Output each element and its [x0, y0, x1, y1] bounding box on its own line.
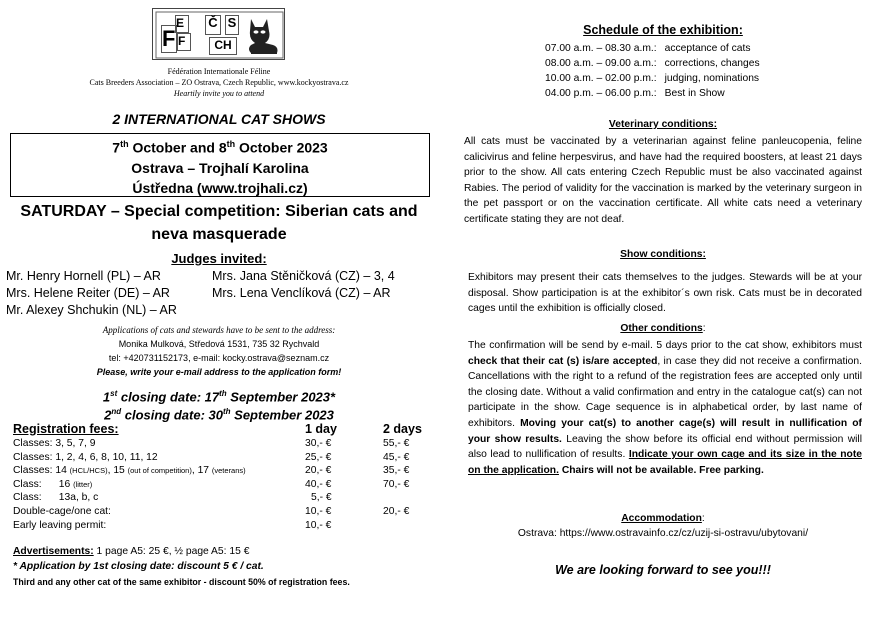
- discount-note: * Application by 1st closing date: discount 5 € / cat.: [13, 561, 264, 572]
- applications-contact: tel: +420731152173, e-mail: kocky.ostrava@seznam.cz: [108, 353, 330, 363]
- show-conditions-heading: Show conditions:: [620, 249, 706, 260]
- fees-row: [13, 505, 422, 519]
- fees-row: [13, 491, 422, 505]
- veterinary-heading: Veterinary conditions:: [608, 119, 718, 130]
- venue-hall: Ústředna (www.trojhali.cz): [132, 179, 308, 196]
- schedule-time: 07.00 a.m. – 08.30 a.m.:: [545, 43, 657, 54]
- accommodation-link[interactable]: Ostrava: https://www.ostravainfo.cz/cz/uzij-si-ostravu/ubytovani/: [517, 528, 809, 539]
- venue-box: [10, 133, 430, 197]
- fees-row-2days: 20,- €: [383, 505, 410, 517]
- logo-letter-f2: F: [177, 33, 191, 51]
- accommodation-heading: Accommodation:: [621, 513, 705, 524]
- fees-row-1day: 10,- €: [305, 505, 332, 517]
- schedule-row: [545, 56, 760, 71]
- veterinary-text: All cats must be vaccinated by a veterinarian against feline panleucopenia, feline calicivirus and feline herpesvirus, and have had the required boosters, at least 21 days prior to the show. All cats entering Czech Republic must be also vaccinated against Rabies. The period of validity for the vaccination is marked by the veterinary surgeon in the pet passport or on the vaccination certificate. All white cats need a veterinary certificate stating they are not deaf.: [464, 136, 862, 225]
- judge-left-2: Mrs. Helene Reiter (DE) – AR: [6, 286, 170, 300]
- judge-left-3: Mr. Alexey Shchukin (NL) – AR: [6, 303, 177, 317]
- association-line: Cats Breeders Association – ZO Ostrava, Czech Republic, www.kockyostrava.cz: [89, 78, 349, 87]
- first-closing-date: 1st closing date: 17th September 2023*: [102, 389, 336, 405]
- applications-address: Monika Mulková, Středová 1531, 735 32 Rychvald: [118, 339, 320, 349]
- schedule-time: 08.00 a.m. – 09.00 a.m.:: [545, 58, 657, 69]
- closing-line: We are looking forward to see you!!!: [555, 563, 771, 577]
- fees-row-1day: 10,- €: [305, 519, 332, 531]
- fees-row: [13, 464, 422, 478]
- third-cat-note: Third and any other cat of the same exhibitor - discount 50% of registration fees.: [13, 577, 350, 587]
- second-closing-date: 2nd closing date: 30th September 2023: [104, 407, 334, 423]
- other-conditions-text: The confirmation will be send by e-mail. 5 days prior to the cat show, exhibitors must check that their cat (s) is/are accepted, in case they did not receive a confirmation. Cancellations with the right to a refund of the registration fees are accepted only until the closing date. Without a valid confirmation and entry in the catalogue cat(s) can not participate in the show. Cage sequence is in alphabetical order, by last name of exhibitors. Moving your cat(s) to another cage(s) will result in nullification of your show results. Leaving the show before its official end without permission will also lead to nullification of results. Indicate your own cage and its size in the note on the application. Chairs will not be available. Free parking.: [468, 340, 862, 476]
- fees-row-2days: [383, 519, 422, 533]
- logo-letter-s: S: [225, 15, 239, 35]
- logo-letter-f1: F: [162, 26, 176, 51]
- applications-intro: Applications of cats and stewards have to be sent to the address:: [102, 325, 336, 335]
- judge-right-1: Mrs. Jana Stěničková (CZ) – 3, 4: [212, 269, 395, 283]
- fees-row-label: Classes: 1, 2, 4, 6, 8, 10, 11, 12: [13, 451, 158, 463]
- fees-row-2days: 45,- €: [383, 451, 410, 463]
- fees-row-1day: 25,- €: [305, 451, 332, 463]
- venue-dates: 7th October and 8th October 2023: [112, 139, 328, 156]
- fees-row-label: Classes: 3, 5, 7, 9: [13, 438, 96, 449]
- other-conditions-heading: Other conditions:: [620, 323, 706, 334]
- schedule-activity: corrections, changes: [664, 58, 760, 69]
- schedule-row: [545, 86, 760, 101]
- schedule-time: 10.00 a.m. – 02.00 p.m.:: [545, 73, 657, 84]
- federation-name: Fédération Internationale Féline: [167, 67, 271, 76]
- fees-row-1day: 5,- €: [311, 492, 332, 504]
- fees-row-1day: 40,- €: [305, 478, 332, 490]
- fees-row-2days: [383, 491, 422, 505]
- schedule-row: [545, 41, 760, 56]
- logo-letter-c: Č: [205, 15, 221, 35]
- fees-row: [13, 519, 422, 533]
- fees-row-label: Double-cage/one cat:: [13, 505, 111, 517]
- judge-right-2: Mrs. Lena Venclíková (CZ) – AR: [212, 286, 391, 300]
- logo-letter-ch: CH: [209, 37, 237, 55]
- judges-heading: Judges invited:: [171, 251, 267, 266]
- fees-row-1day: 20,- €: [305, 465, 332, 477]
- show-conditions-text: Exhibitors may present their cats themselves to the judges. Stewards will be at your disposal. Show participation is at the exhibitor´s own risk. Cats must be in decorated cages until the exhibition is officially closed.: [468, 272, 862, 315]
- cat-silhouette-icon: [243, 15, 281, 55]
- judge-left-1: Mr. Henry Hornell (PL) – AR: [6, 269, 161, 283]
- fife-logo: [152, 8, 285, 60]
- schedule-heading: Schedule of the exhibition:: [583, 23, 743, 37]
- registration-fees-table: [13, 422, 422, 532]
- fees-row-label: Class: 13a, b, c: [13, 492, 99, 504]
- applications-email-note: Please, write your e-mail address to the application form!: [96, 367, 342, 377]
- fees-col-1day: 1 day: [305, 421, 337, 436]
- advertisements-line: Advertisements: 1 page A5: 25 €, ½ page A5: 15 €: [13, 546, 250, 557]
- fees-row-2days: 35,- €: [383, 465, 410, 477]
- schedule-activity: Best in Show: [664, 88, 725, 99]
- fees-header-row: [13, 422, 422, 437]
- logo-letter-e: E: [175, 15, 189, 33]
- fees-row: [13, 451, 422, 465]
- saturday-special-competition: SATURDAY – Special competition: Siberian cats and neva masquerade: [20, 203, 418, 243]
- fees-heading: Registration fees:: [13, 421, 119, 436]
- fees-row-label: Early leaving permit:: [13, 519, 107, 531]
- fees-row-1day: 30,- €: [305, 438, 332, 449]
- fees-row-label: Class: 16 (litter): [13, 478, 93, 490]
- schedule-activity: judging, nominations: [664, 73, 760, 84]
- schedule-table: [545, 41, 760, 101]
- fees-row-2days: 55,- €: [383, 438, 410, 449]
- fees-row: [13, 437, 422, 451]
- invite-line: Heartily invite you to attend: [173, 89, 265, 98]
- fees-col-2days: 2 days: [383, 421, 422, 436]
- schedule-row: [545, 71, 760, 86]
- shows-title: 2 INTERNATIONAL CAT SHOWS: [112, 111, 326, 127]
- venue-place: Ostrava – Trojhalí Karolina: [131, 159, 309, 176]
- schedule-time: 04.00 p.m. – 06.00 p.m.:: [545, 88, 657, 99]
- fees-row: [13, 478, 422, 492]
- fees-row-label: Classes: 14 (HCL/HCS), 15 (out of competition), 17 (veterans): [13, 465, 246, 477]
- fees-row-2days: 70,- €: [383, 478, 410, 490]
- schedule-activity: acceptance of cats: [664, 43, 751, 54]
